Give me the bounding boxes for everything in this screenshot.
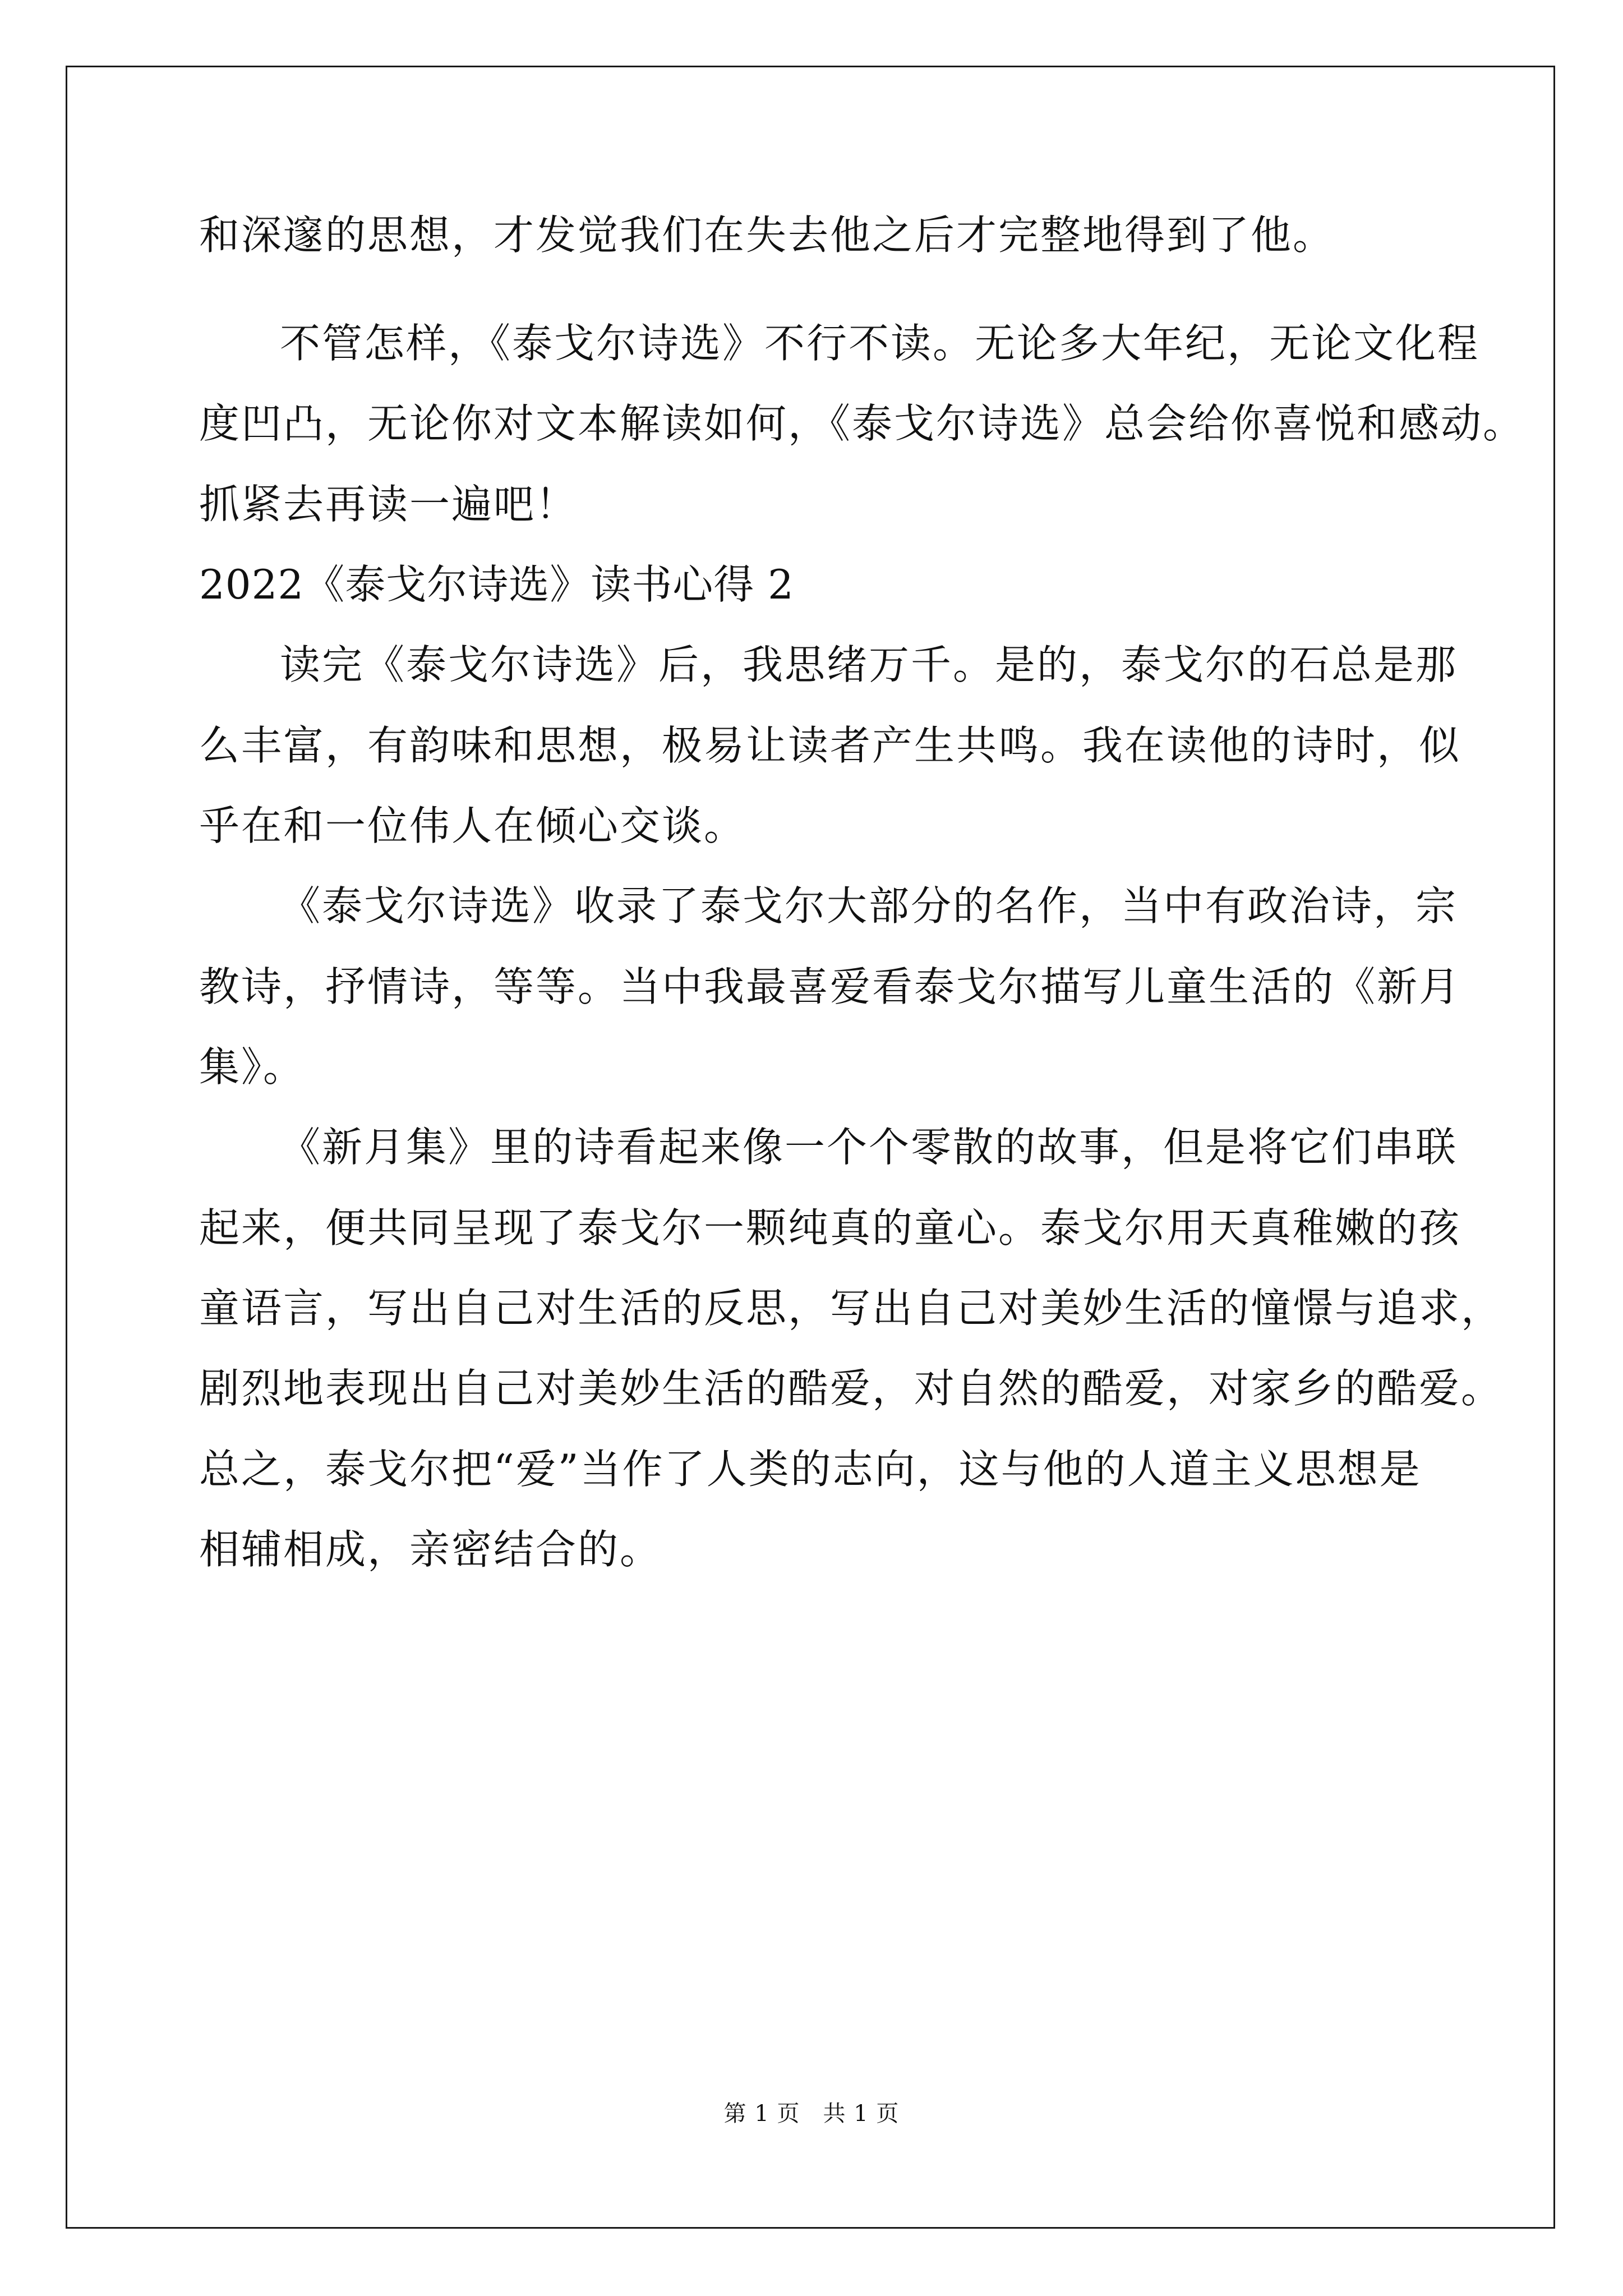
text-line: 相辅相成，亲密结合的。 (199, 1526, 662, 1573)
text-line: 集》。 (199, 1043, 306, 1091)
text-line: 么丰富，有韵味和思想，极易让读者产生共鸣。我在读他的诗时，似 (199, 722, 1461, 769)
paragraph-first-line: 《新月集》里的诗看起来像一个个零散的故事，但是将它们串联 (280, 1124, 1458, 1171)
text-line: 总之，泰戈尔把“爱”当作了人类的志向，这与他的人道主义思想是 (199, 1446, 1422, 1493)
text-line: 童语言，写出自己对生活的反思，写出自己对美妙生活的憧憬与追求， (199, 1285, 1504, 1332)
text-line: 乎在和一位伟人在倾心交谈。 (199, 802, 746, 849)
section-heading: 2022《泰戈尔诗选》读书心得 2 (199, 561, 794, 608)
paragraph-first-line: 不管怎样，《泰戈尔诗选》不行不读。无论多大年纪，无论文化程 (280, 320, 1480, 367)
text-line: 教诗，抒情诗，等等。当中我最喜爱看泰戈尔描写儿童生活的《新月 (199, 963, 1461, 1010)
text-line: 度凹凸，无论你对文本解读如何，《泰戈尔诗选》总会给你喜悦和感动。 (199, 400, 1525, 447)
paragraph-first-line: 《泰戈尔诗选》收录了泰戈尔大部分的名作，当中有政治诗，宗 (280, 882, 1458, 930)
text-line: 剧烈地表现出自己对美妙生活的酷爱，对自然的酷爱，对家乡的酷爱。 (199, 1365, 1504, 1412)
paragraph-first-line: 读完《泰戈尔诗选》后，我思绪万千。是的，泰戈尔的石总是那 (280, 641, 1458, 688)
text-line: 抓紧去再读一遍吧！ (199, 481, 578, 528)
text-line: 和深邃的思想，才发觉我们在失去他之后才完整地得到了他。 (199, 211, 1335, 259)
text-line: 起来，便共同呈现了泰戈尔一颗纯真的童心。泰戈尔用天真稚嫩的孩 (199, 1204, 1461, 1251)
page-footer: 第 1 页 共 1 页 (723, 2101, 900, 2127)
